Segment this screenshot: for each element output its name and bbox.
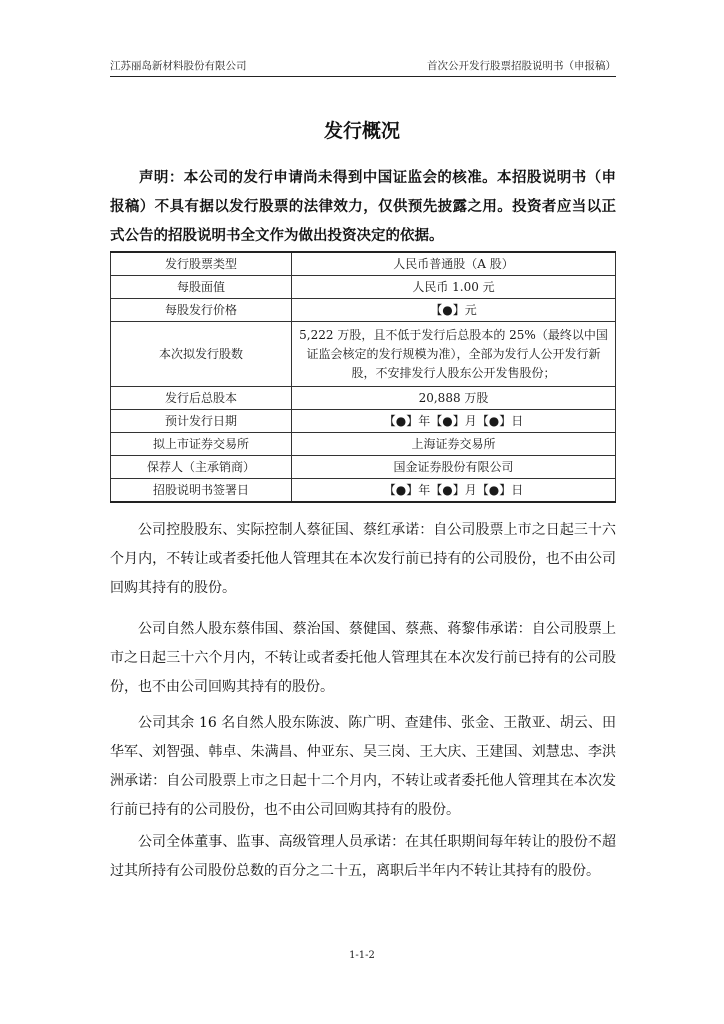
row-label: 发行股票类型 [111,252,292,276]
row-label: 招股说明书签署日 [111,479,292,503]
offering-summary-table [110,251,616,503]
row-label: 保荐人（主承销商） [111,456,292,479]
row-value: 【●】年【●】月【●】日 [292,410,616,433]
row-value: 5,222 万股，且不低于发行后总股本的 25%（最终以中国证监会核定的发行规模为准），全部为发行人公开发行新股，不安排发行人股东公开发售股份； [292,322,616,387]
body-paragraph: 公司全体董事、监事、高级管理人员承诺：在其任职期间每年转让的股份不超过其所持有公司股份总数的百分之二十五，离职后半年内不转让其持有的股份。 [110,834,616,879]
table-row [111,456,616,479]
body-paragraph: 公司控股股东、实际控制人蔡征国、蔡红承诺：自公司股票上市之日起三十六个月内，不转让或者委托他人管理其在本次发行前已持有的公司股份，也不由公司回购其持有的股份。 [110,522,616,596]
row-label: 每股发行价格 [111,299,292,322]
section-title: 发行概况 [323,120,400,142]
row-value: 人民币普通股（A 股） [292,252,616,276]
table-row [111,479,616,503]
table-row [111,299,616,322]
row-value: 【●】年【●】月【●】日 [292,479,616,503]
body-paragraph: 公司其余 16 名自然人股东陈波、陈广明、查建伟、张金、王散亚、胡云、田华军、刘智强、韩卓、朱满昌、仲亚东、吴三岗、王大庆、王建国、刘慧忠、李洪洲承诺：自公司股票上市之日起十二个月内，不转让或者委托他人管理其在本次发行前已持有的公司股份，也不由公司回购其持有的股份。 [110,715,616,818]
row-value: 【●】元 [292,299,616,322]
table-row [111,276,616,299]
row-label: 每股面值 [111,276,292,299]
table-row [111,410,616,433]
page-header [110,56,616,77]
disclaimer-statement: 声明：本公司的发行申请尚未得到中国证监会的核准。本招股说明书（申报稿）不具有据以发行股票的法律效力，仅供预先披露之用。投资者应当以正式公告的招股说明书全文作为做出投资决定的依据。 [110,170,616,244]
row-value: 国金证券股份有限公司 [292,456,616,479]
row-label: 本次拟发行股数 [111,322,292,387]
row-label: 拟上市证券交易所 [111,433,292,456]
row-label: 发行后总股本 [111,387,292,410]
row-value: 上海证券交易所 [292,433,616,456]
body-paragraph: 公司自然人股东蔡伟国、蔡治国、蔡健国、蔡燕、蒋黎伟承诺：自公司股票上市之日起三十六个月内，不转让或者委托他人管理其在本次发行前已持有的公司股份，也不由公司回购其持有的股份。 [110,621,616,695]
table-row [111,433,616,456]
table-row [111,387,616,410]
row-value: 人民币 1.00 元 [292,276,616,299]
row-value: 20,888 万股 [292,387,616,410]
header-company: 江苏丽岛新材料股份有限公司 [110,60,247,72]
table-row [111,322,616,387]
table-row [111,252,616,276]
page-number: 1-1-2 [349,950,375,961]
row-label: 预计发行日期 [111,410,292,433]
header-doc-title: 首次公开发行股票招股说明书（申报稿） [427,60,616,72]
